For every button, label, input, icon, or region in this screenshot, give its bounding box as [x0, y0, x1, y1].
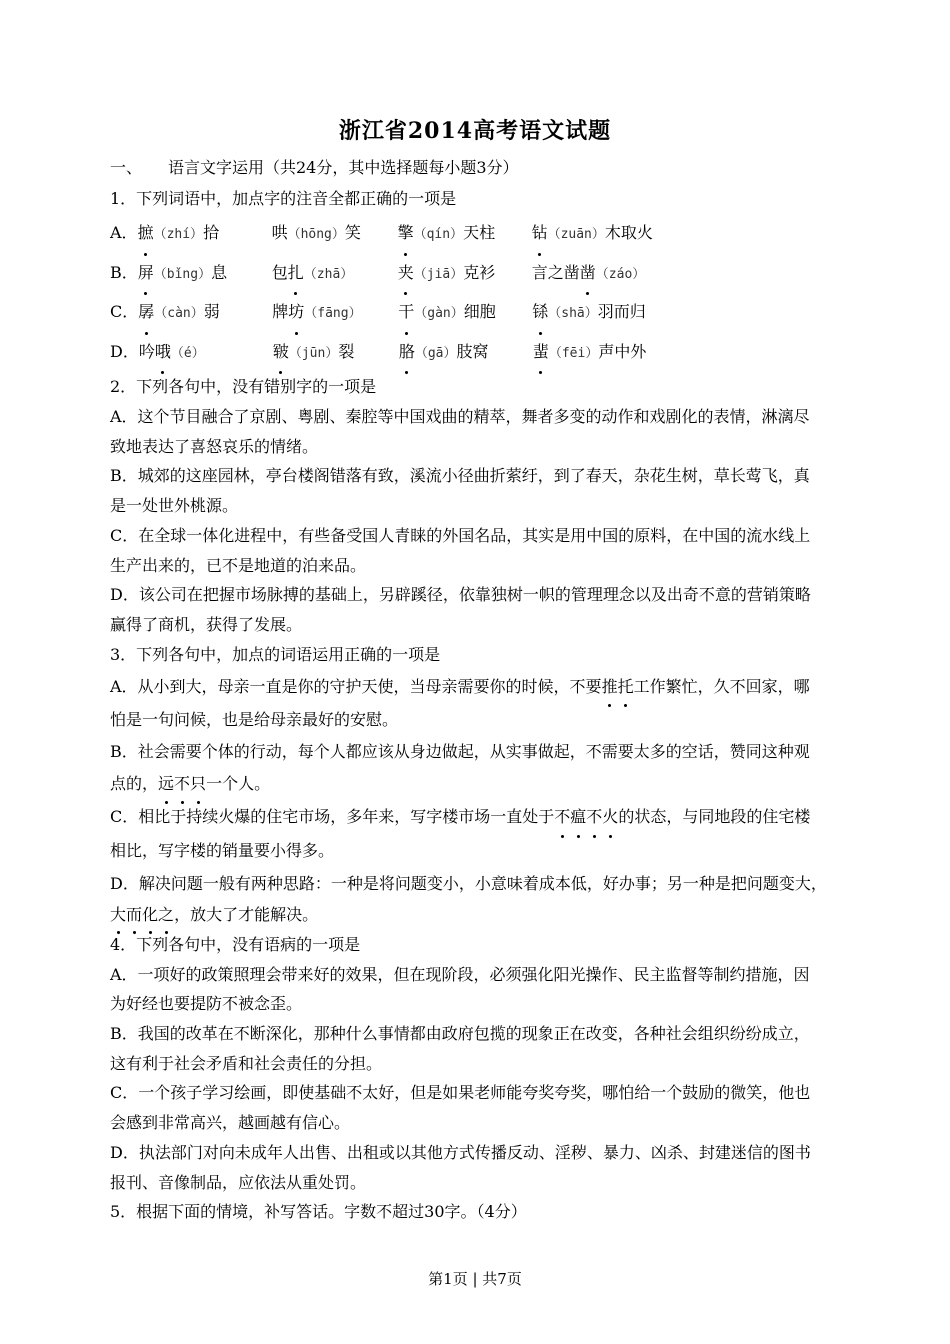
q2-option-d — [110, 580, 855, 639]
item-rest: 羽而归 — [597, 302, 646, 321]
option-item — [533, 333, 647, 373]
q4-option-d — [110, 1138, 855, 1197]
pinyin: （zhí） — [153, 227, 204, 242]
item-rest: 息 — [211, 262, 228, 282]
question-2-stem: 2．下列各句中，没有错别字的一项是 — [110, 377, 377, 396]
q1-option-c — [110, 293, 855, 333]
text: D．解决问题一般有两种思路：一种是将问题变小，小意味着成本低，好办事；另一种是把问题变大， — [110, 873, 827, 893]
dotted-char: 屏 — [138, 254, 154, 292]
dotted-char: 胳 — [399, 333, 415, 371]
q3-option-a — [110, 670, 855, 736]
question-content — [110, 184, 855, 1227]
q4-option-b — [110, 1019, 855, 1078]
q2-option-a — [110, 402, 855, 461]
line: 会感到非常高兴，越画越有信心。 — [110, 1113, 351, 1133]
dotted-char: 干 — [398, 293, 414, 331]
option-label: C． — [110, 302, 139, 321]
option-item — [273, 333, 399, 373]
q1-option-d — [110, 333, 855, 373]
dotted-word — [554, 807, 618, 826]
option-item — [272, 214, 398, 254]
dotted-char: 坊 — [288, 293, 304, 331]
pinyin: （fēi） — [548, 345, 599, 361]
dotted-char: 不 — [586, 800, 602, 834]
item-rest: 笑 — [344, 223, 361, 242]
section-number: 一、 — [110, 158, 143, 177]
item-rest: 弱 — [203, 302, 220, 321]
dotted-char: 钻 — [532, 214, 548, 252]
dotted-char: 擎 — [398, 214, 414, 252]
option-item — [272, 254, 398, 294]
q3-option-b — [110, 736, 855, 800]
option-label: B． — [110, 262, 138, 282]
dotted-char: 而 — [126, 899, 142, 930]
item-pre: 言之凿 — [531, 262, 580, 282]
item-rest: 拾 — [203, 223, 220, 242]
line: D．该公司在把握市场脉搏的基础上，另辟蹊径，依靠独树一帜的管理理念以及出奇不意的营销策略 — [110, 585, 811, 605]
option-item — [532, 214, 653, 254]
line: 致地表达了喜怒哀乐的情绪。 — [110, 436, 319, 456]
line: C．一个孩子学习绘画，即使基础不太好，但是如果老师能夸奖夸奖，哪怕给一个鼓励的微笑，他也 — [110, 1083, 811, 1103]
pinyin: （càn） — [154, 306, 204, 321]
dotted-char: 不 — [174, 768, 190, 800]
pinyin: （shā） — [548, 306, 598, 321]
pinyin: （é） — [170, 345, 205, 361]
q3-option-d — [110, 868, 855, 930]
question-3-stem: 3．下列各句中，加点的词语运用正确的一项是 — [110, 644, 441, 664]
dotted-char: 远 — [158, 768, 174, 800]
pinyin: （záo） — [595, 266, 646, 282]
dotted-char: 凿 — [580, 254, 596, 292]
dotted-word — [110, 905, 174, 924]
dotted-char: 火 — [602, 800, 618, 834]
page-title: 浙江省2014高考语文试题 — [338, 118, 612, 144]
line: D．执法部门对向未成年人出售、出租或以其他方式传播反动、淫秽、暴力、凶杀、封建迷信的图书 — [110, 1142, 811, 1162]
option-item — [532, 293, 646, 333]
line: 生产出来的，已不是地道的泊来品。 — [110, 555, 367, 575]
text: 点的， — [110, 773, 159, 793]
text: 相比，写字楼的销量要小得多。 — [110, 840, 335, 860]
option-item — [399, 333, 533, 373]
option-item — [398, 254, 532, 294]
option-label: D． — [110, 341, 139, 361]
item-rest: 细胞 — [463, 302, 496, 321]
option-item — [398, 293, 532, 333]
q3-option-c — [110, 800, 855, 868]
line: A．一项好的政策照理会带来好的效果，但在现阶段，必须强化阳光操作、民主监督等制约措施，因 — [110, 964, 810, 984]
dotted-char: 夹 — [398, 254, 414, 292]
text: B．社会需要个体的行动，每个人都应该从身边做起，从实事做起，不需要太多的空话，赞同这种观 — [110, 741, 810, 761]
q2-option-c — [110, 521, 855, 580]
item-pre: 吟 — [138, 341, 155, 361]
dotted-char: 铩 — [532, 293, 548, 331]
section-heading — [110, 155, 519, 178]
line: 报刊、音像制品，应依法从重处罚。 — [110, 1172, 367, 1192]
text: 的状态，与同地段的住宅楼 — [618, 806, 811, 826]
text: ，放大了才能解决。 — [174, 904, 319, 924]
pinyin: （zuān） — [547, 227, 605, 242]
dotted-char: 蜚 — [533, 333, 549, 371]
dotted-char: 不 — [554, 800, 570, 834]
option-item — [532, 254, 646, 294]
q1-option-b — [110, 254, 855, 294]
item-rest: 肢窝 — [456, 341, 489, 361]
text: C．相比于持续火爆的住宅市场，多年来，写字楼市场一直处于 — [110, 806, 555, 826]
pinyin: （qín） — [413, 227, 464, 242]
pinyin: （jūn） — [288, 345, 339, 361]
pinyin: （jiā） — [413, 266, 464, 282]
dotted-char: 大 — [110, 899, 126, 930]
pinyin: （gàn） — [414, 306, 464, 321]
option-item — [272, 293, 398, 333]
line: B．城郊的这座园林，亭台楼阁错落有致，溪流小径曲折萦纡，到了春天，杂花生树，草长莺飞，真 — [110, 466, 810, 486]
question-4-stem: 4．下列各句中，没有语病的一项是 — [110, 934, 361, 954]
dotted-char: 哦 — [155, 333, 171, 371]
dotted-char: 摭 — [138, 214, 154, 252]
dotted-char: 托 — [618, 670, 634, 703]
q4-option-c — [110, 1078, 855, 1137]
line: A．这个节目融合了京剧、粤剧、秦腔等中国戏曲的精萃，舞者多变的动作和戏剧化的表情，淋漓尽 — [110, 407, 810, 426]
line: C．在全球一体化进程中，有些备受国人青睐的外国名品，其实是用中国的原料，在中国的流水线上 — [110, 525, 811, 545]
text: 工作繁忙，久不回家，哪 — [633, 676, 810, 696]
text: A．从小到大，母亲一直是你的守护天使，当母亲需要你的时候，不要 — [110, 676, 602, 696]
q2-option-b — [110, 461, 855, 520]
dotted-char: 孱 — [138, 293, 154, 331]
dotted-char: 只 — [190, 768, 206, 800]
section-text: 语言文字运用（共24分，其中选择题每小题3分） — [168, 158, 519, 177]
item-rest: 天柱 — [463, 223, 496, 242]
pinyin: （zhā） — [303, 266, 354, 282]
pinyin: （hōng） — [287, 227, 345, 242]
option-item — [398, 214, 532, 254]
dotted-char: 之 — [158, 899, 174, 930]
option-item — [138, 254, 272, 294]
pinyin: （gā） — [414, 345, 457, 361]
item-pre: 包 — [271, 262, 288, 282]
dotted-char: 化 — [142, 899, 158, 930]
pinyin: （bǐng） — [153, 266, 212, 282]
line: 为好经也要提防不被念歪。 — [110, 994, 303, 1014]
pinyin: （fāng） — [304, 306, 362, 321]
page-footer: 第1页 | 共7页 — [428, 1270, 522, 1288]
option-label: A． — [110, 223, 138, 242]
text: 怕是一句问候，也是给母亲最好的安慰。 — [110, 709, 399, 729]
question-5-stem: 5．根据下面的情境，补写答话。字数不超过30字。（4分） — [110, 1202, 527, 1222]
line: B．我国的改革在不断深化，那种什么事情都由政府包揽的现象正在改变，各种社会组织纷纷成立， — [110, 1024, 810, 1044]
dotted-word — [158, 774, 206, 793]
option-item — [138, 293, 272, 333]
dotted-char: 扎 — [288, 254, 304, 292]
dotted-char: 皲 — [273, 333, 289, 371]
item-rest: 木取火 — [604, 223, 653, 242]
q4-option-a — [110, 960, 855, 1019]
option-item — [139, 333, 273, 373]
item-rest: 裂 — [338, 341, 355, 361]
dotted-char: 推 — [602, 670, 618, 703]
option-item — [138, 214, 272, 254]
text: 一个人。 — [206, 773, 271, 793]
item-rest: 克衫 — [463, 262, 496, 282]
item-pre: 牌 — [272, 302, 289, 321]
q1-option-a — [110, 214, 855, 254]
item-rest: 声中外 — [598, 341, 647, 361]
item-pre: 哄 — [271, 223, 288, 242]
dotted-char: 瘟 — [570, 800, 586, 834]
line: 这有利于社会矛盾和社会责任的分担。 — [110, 1053, 383, 1073]
dotted-word — [602, 677, 634, 696]
line: 是一处世外桃源。 — [110, 496, 239, 516]
line: 赢得了商机，获得了发展。 — [110, 614, 303, 634]
question-1-stem: 1．下列词语中，加点字的注音全都正确的一项是 — [110, 189, 457, 208]
